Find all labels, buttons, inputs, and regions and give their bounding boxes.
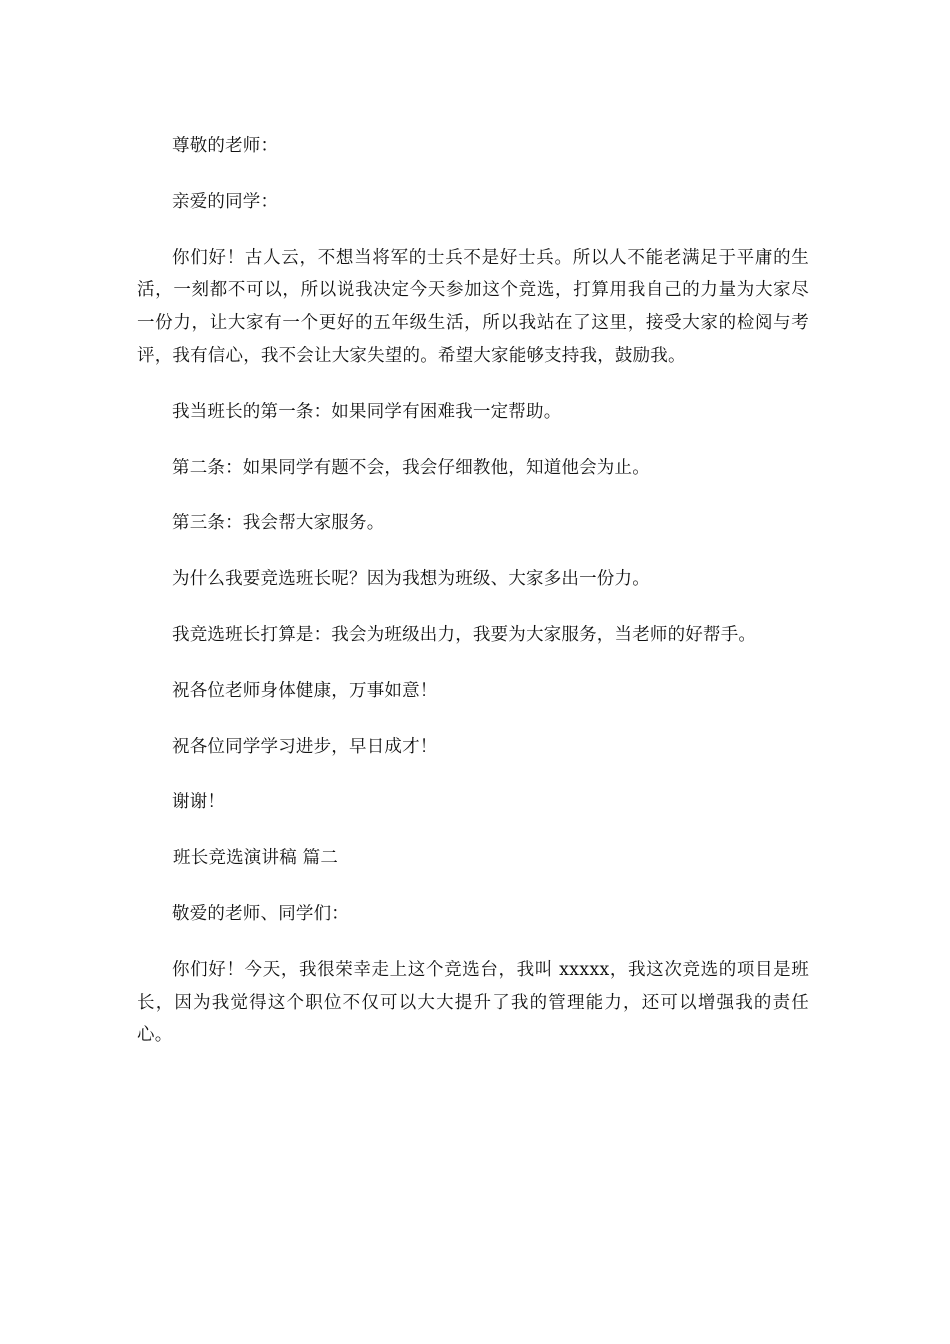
intro-paragraph: 你们好！古人云，不想当将军的士兵不是好士兵。所以人不能老满足于平庸的生活，一刻都不可以，所以说我决定今天参加这个竞选，打算用我自己的力量为大家尽一份力，让大家有一个更好的五年级生活，所以我站在了这里，接受大家的检阅与考评，我有信心，我不会让大家失望的。希望大家能够支持我，鼓励我。 [137, 247, 809, 366]
reason-paragraph: 为什么我要竞选班长呢？因为我想为班级、大家多出一份力。 [172, 569, 650, 590]
section-salutation: 敬爱的老师、同学们： [172, 903, 349, 924]
plan-paragraph: 我竞选班长打算是：我会为班级出力，我要为大家服务，当老师的好帮手。 [172, 624, 757, 645]
pledge-one: 我当班长的第一条：如果同学有困难我一定帮助。 [172, 401, 562, 422]
wish-classmates: 祝各位同学学习进步，早日成才！ [172, 736, 438, 757]
pledge-three: 第三条：我会帮大家服务。 [172, 513, 385, 534]
wish-teachers: 祝各位老师身体健康，万事如意！ [172, 680, 438, 701]
pledge-two: 第二条：如果同学有题不会，我会仔细教他，知道他会为止。 [172, 457, 650, 478]
salutation-teachers: 尊敬的老师： [172, 136, 279, 156]
salutation-classmates: 亲爱的同学： [172, 191, 279, 212]
section-heading: 班长竞选演讲稿 篇二 [173, 848, 339, 869]
thanks: 谢谢！ [172, 792, 226, 813]
section-intro-paragraph: 你们好！今天，我很荣幸走上这个竞选台，我叫 xxxxx，我这次竞选的项目是班长，因为我觉得这个职位不仅可以大大提升了我的管理能力，还可以增强我的责任心。 [137, 959, 809, 1046]
document-body [137, 130, 809, 1075]
